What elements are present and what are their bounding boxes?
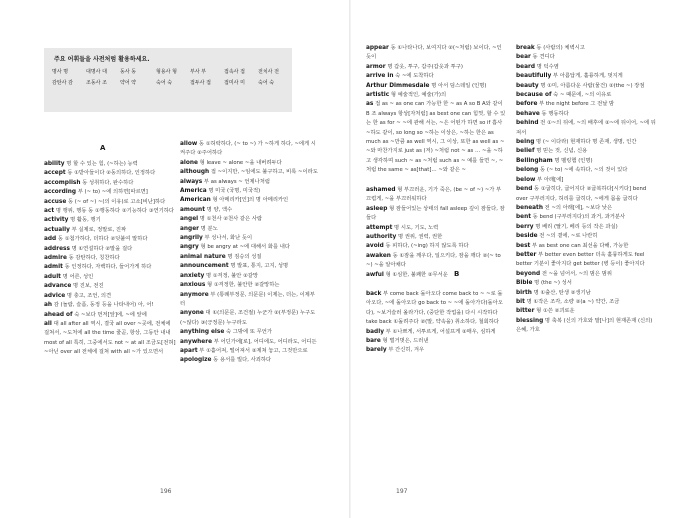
entry-definition: 부 어딘가에[로], 어디에도, 어디라도, 어디든 bbox=[213, 338, 317, 345]
dictionary-entry bbox=[180, 281, 320, 290]
dictionary-entry bbox=[180, 196, 320, 205]
entry-definition: 동 (~ of ~) ~(의 이유)로 고소[비난]하다 bbox=[67, 198, 166, 205]
dictionary-entry bbox=[44, 292, 176, 301]
entry-headword: all bbox=[44, 320, 52, 327]
entry-definition: 명 ①작은 조각, 소량 ②(a ~) 약간, 조금 bbox=[526, 298, 620, 305]
dictionary-entry bbox=[180, 309, 320, 328]
entry-headword: berry bbox=[516, 223, 534, 230]
entry-definition: 동 인정하다, 자백하다, 들어가게 하다 bbox=[64, 264, 152, 271]
legend-row-2 bbox=[52, 79, 292, 89]
entry-headword: American bbox=[180, 197, 211, 204]
dictionary-entry bbox=[366, 252, 506, 271]
dictionary-entry bbox=[366, 290, 506, 328]
entry-definition: 명 벨링햄 (인명) bbox=[554, 157, 593, 164]
dictionary-entry bbox=[516, 232, 656, 241]
entry-headword: ability bbox=[44, 161, 65, 167]
dictionary-entry bbox=[180, 262, 320, 271]
entry-headword: anything else bbox=[180, 329, 225, 336]
dictionary-entry bbox=[366, 44, 506, 63]
dictionary-entry bbox=[44, 207, 176, 216]
entry-definition: 명 충고, 조언, 의견 bbox=[66, 292, 112, 299]
dictionary-entry bbox=[44, 282, 176, 291]
dictionary-entry bbox=[516, 53, 656, 62]
entry-definition: 동 bend (구부러지다)의 과거, 과거분사 bbox=[532, 214, 626, 221]
entry-definition: 형 ①걱정한, 불안한 ②갈망하는 bbox=[207, 282, 280, 289]
dictionary-entry bbox=[44, 198, 176, 207]
dictionary-entry bbox=[516, 63, 656, 72]
legend-item: 명사 명 bbox=[52, 69, 69, 75]
dictionary-entry bbox=[366, 63, 506, 72]
entry-headword: badly bbox=[366, 328, 384, 335]
entry-definition: 부 ①흩어져, 떨어져서 ②제쳐 놓고, 그것만으로 bbox=[199, 347, 308, 354]
entry-headword: beauty bbox=[516, 82, 539, 89]
dictionary-entry bbox=[516, 289, 656, 298]
entry-headword: artistic bbox=[366, 92, 390, 99]
dictionary-entry bbox=[516, 213, 656, 222]
entry-headword: armor bbox=[366, 63, 386, 70]
entry-definition: 동 행동하다 bbox=[541, 110, 569, 117]
entry-headword: alone bbox=[180, 159, 198, 166]
entry-headword: Bible bbox=[516, 280, 533, 287]
entry-definition: 숙 ~에 도착하다 bbox=[395, 73, 434, 80]
dictionary-entry bbox=[516, 72, 656, 81]
entry-definition: 명 양, 액수 bbox=[206, 206, 233, 213]
entry-definition: 명 축복 (신의 가호와 말[나]의 현재존재 (신의) 은혜, 가호 bbox=[516, 317, 653, 334]
entry-headword: best bbox=[516, 242, 531, 249]
dictionary-entry bbox=[180, 347, 320, 356]
entry-definition: 부 as best one can 최선을 다해, 가능한 bbox=[532, 242, 629, 249]
entry-headword: adult bbox=[44, 273, 61, 280]
right-column-1c bbox=[366, 290, 506, 356]
entry-headword: before bbox=[516, 101, 538, 108]
entry-headword: add bbox=[44, 236, 57, 243]
entry-headword: barely bbox=[366, 347, 387, 354]
dictionary-entry bbox=[366, 205, 506, 224]
dictionary-entry bbox=[180, 291, 320, 310]
dictionary-entry bbox=[516, 298, 656, 307]
entry-headword: birth bbox=[516, 289, 532, 296]
entry-headword: belong bbox=[516, 167, 539, 174]
legend-item: 접속사 접 bbox=[224, 69, 245, 75]
entry-headword: break bbox=[516, 45, 535, 51]
entry-headword: angel bbox=[180, 216, 199, 223]
entry-definition: 부 아름답게, 훌륭하게, 멋지게 bbox=[552, 73, 623, 80]
dictionary-entry bbox=[516, 82, 656, 91]
entry-headword: animal nature bbox=[180, 253, 226, 260]
entry-definition: 부 (~ to) ~에 의하면[따르면] bbox=[77, 189, 148, 196]
entry-headword: ahead of bbox=[44, 311, 73, 318]
entry-headword: better bbox=[516, 251, 537, 258]
entry-definition: 부 성나서, 화난 듯이 bbox=[204, 235, 253, 242]
legend-item: 접두사 접 bbox=[190, 80, 211, 86]
legend-item: 감탄사 감 bbox=[52, 80, 73, 86]
entry-headword: belief bbox=[516, 148, 535, 155]
entry-definition: 숙 그밖에 또 무언가 bbox=[226, 329, 272, 336]
entry-headword: behind bbox=[516, 120, 539, 127]
dictionary-entry bbox=[44, 311, 176, 320]
entry-headword: attempt bbox=[366, 224, 393, 231]
entry-headword: arrive in bbox=[366, 73, 394, 80]
entry-headword: admire bbox=[44, 255, 67, 262]
dictionary-entry bbox=[180, 225, 320, 234]
entry-headword: accuse bbox=[44, 198, 67, 205]
entry-definition: 명 할 수 있는 힘, (~하는) 능력 bbox=[66, 161, 138, 167]
entry-definition: 명 믿는 것, 신념, 신용 bbox=[536, 148, 588, 155]
dictionary-entry bbox=[180, 253, 320, 262]
page-number-left: 196 bbox=[160, 488, 172, 495]
entry-headword: angry bbox=[180, 244, 199, 251]
entry-definition: 형 부끄러운, 기가 죽은, (be ~ of ~) ~가 부끄럽게, ~을 부끄러워하다 bbox=[366, 187, 502, 203]
entry-definition: 명 활동, 행기 bbox=[70, 217, 101, 224]
entry-headword: accomplish bbox=[44, 179, 81, 186]
entry-definition: 전 ~을 넘어서, ~의 범은 범위 bbox=[541, 270, 612, 277]
dictionary-entry bbox=[44, 301, 176, 310]
entry-definition: 부 as always ~ 언제나처럼 bbox=[203, 178, 270, 185]
entry-headword: advice bbox=[44, 292, 66, 299]
entry-definition: 명 행위, 행동 동 ①행동하다 ②기능하다 ③연기하다 bbox=[55, 208, 174, 215]
dictionary-entry bbox=[180, 206, 320, 215]
entry-headword: anymore bbox=[180, 291, 209, 298]
entry-definition: 동 ①허락하다, (~ to ~) 가 ~하게 하다, ~에게 시켜주다 ②주어하다 bbox=[180, 141, 316, 157]
entry-definition: 동 ①굽히다, 굽어지다 ②굽복하다[시키다] bend over 구부러지다, 허리를 굽히다, ~에게 몸을 굽히다 bbox=[516, 186, 647, 202]
entry-headword: ah bbox=[44, 302, 53, 309]
entry-headword: allow bbox=[180, 141, 198, 147]
entry-headword: anger bbox=[180, 225, 199, 232]
entry-headword: amount bbox=[180, 206, 205, 213]
entry-headword: bear bbox=[516, 54, 531, 61]
entry-definition: 명 (~ 이다라) 현재하다 명 존재, 생명, 인간 bbox=[536, 139, 637, 146]
left-column-2 bbox=[180, 140, 320, 366]
entry-definition: 명 짐승의 성질 bbox=[227, 253, 262, 260]
dictionary-entry bbox=[180, 178, 320, 187]
entry-headword: advance bbox=[44, 283, 72, 290]
legend-item: 접미사 미 bbox=[224, 80, 245, 86]
right-column-1b bbox=[366, 186, 506, 280]
entry-headword: asleep bbox=[366, 205, 388, 212]
dictionary-entry bbox=[44, 179, 176, 188]
page-number-right: 197 bbox=[396, 488, 408, 495]
entry-headword: below bbox=[516, 176, 536, 183]
entry-headword: although bbox=[180, 169, 210, 176]
entry-headword: beneath bbox=[516, 204, 543, 211]
entry-headword: activity bbox=[44, 217, 69, 224]
right-page bbox=[350, 0, 700, 518]
dictionary-entry bbox=[366, 91, 506, 100]
entry-definition: 대 all after all 역시, 결국 all over ~곳에, 전체에 걸쳐서, ~도처에 all the time 줄곧, 항상, 그동안 내내 most of all 특히, 그중에서도 not ~ at all 조금도[전혀] ~아닌 over all 전체에 걸쳐 with all ~가 있으면서 bbox=[44, 320, 176, 356]
entry-headword: authority bbox=[366, 234, 397, 241]
entry-definition: 명 갑옷, 투구, 갑주(갑옷과 투구) bbox=[387, 63, 463, 70]
dictionary-entry bbox=[44, 235, 176, 244]
left-column-1 bbox=[44, 160, 176, 358]
legend-title: 주요 어휘들을 사전처럼 활용하세요. bbox=[54, 56, 150, 63]
entry-headword: anxious bbox=[180, 282, 206, 289]
dictionary-entry bbox=[44, 169, 176, 178]
dictionary-entry bbox=[366, 82, 506, 91]
dictionary-entry bbox=[180, 234, 320, 243]
entry-headword: awaken bbox=[366, 252, 391, 259]
entry-definition: 동 (~ to) ~에 속하다, ~의 것이 있다 bbox=[540, 167, 628, 174]
dictionary-entry bbox=[516, 138, 656, 147]
entry-headword: angrily bbox=[180, 235, 203, 242]
dictionary-entry bbox=[44, 320, 176, 358]
entry-definition: 부 ①나쁘게, 서투르게, 어설프게 ②매우, 심하게 bbox=[385, 328, 496, 335]
entry-headword: America bbox=[180, 188, 207, 195]
entry-definition: 형 ①심한, 불쾌한 ②무서운 bbox=[385, 271, 448, 278]
dictionary-entry bbox=[516, 223, 656, 232]
entry-headword: announcement bbox=[180, 263, 229, 270]
entry-headword: ashamed bbox=[366, 187, 396, 193]
dictionary-entry bbox=[366, 346, 506, 355]
entry-definition: 명 ①출산, 탄생 ②생기남 bbox=[533, 289, 591, 296]
dictionary-entry bbox=[516, 100, 656, 109]
entry-definition: 형 예술적인, 예술(가)의 bbox=[390, 92, 447, 99]
dictionary-entry bbox=[516, 91, 656, 100]
dictionary-entry bbox=[44, 273, 176, 282]
entry-definition: 명 권위, 권력, 권한 bbox=[398, 234, 443, 241]
entry-headword: accept bbox=[44, 170, 66, 177]
dictionary-entry bbox=[366, 186, 506, 205]
entry-definition: 형 잠들어있는 상태의 fall asleep 깊이 잠들다, 잠들다 bbox=[366, 205, 505, 222]
entry-headword: act bbox=[44, 208, 55, 215]
entry-definition: 접 as ~ as one can 가능한 한 ~ as A so B A와 같이 B 조 always 항상[자처럼] as best one can 힘껏, 할 수 있는 한 as for ~ ~에 관해 서는, ~은 어떤가 하면 so if 흡사 ~하도 같이, so long so ~하는 이상은, ~하는 한은 as much as ~만큼 as well 역시, 그 이상, 또한 as well as ~ ~와 마찬가지로 just as (저) ~처럼 not ~ as … ~을 ~하고 생각하며 such ~ as ~처럼 such as ~ 예를 들면 ~, ~처럼 the same ~ as[that]… ~와 같은 ~ bbox=[366, 101, 506, 174]
entry-definition: 부 come back 돌아오다 come back to ~ ~로 돌아오다, ~에 돌아오다 go back to ~ ~에 돌아가다(돌아오다), ~보거슬러 올라가다, (중단한 작업을) 다시 시작하다 take back ①돌려주다 ②(말, 약속을) 취소하다, 철회하다 bbox=[366, 291, 503, 326]
entry-definition: 동 용서를 빌다, 사죄하다 bbox=[213, 357, 272, 364]
dictionary-entry bbox=[366, 72, 506, 81]
dictionary-entry bbox=[180, 140, 320, 159]
entry-headword: address bbox=[44, 245, 70, 252]
dictionary-entry bbox=[44, 160, 176, 169]
entry-definition: 명 턱수염 bbox=[536, 63, 559, 70]
entry-definition: 부 the night before 그 전날 밤 bbox=[539, 101, 615, 108]
entry-headword: bare bbox=[366, 338, 381, 345]
legend-item: 대명사 대 bbox=[86, 69, 107, 75]
right-column-1 bbox=[366, 44, 506, 176]
entry-definition: 전 ~의 아래[에], ~보다 낮은 bbox=[544, 204, 613, 211]
legend-item: 전치사 전 bbox=[258, 69, 279, 75]
dictionary-entry bbox=[516, 270, 656, 279]
dictionary-entry bbox=[44, 245, 176, 254]
entry-headword: being bbox=[516, 139, 535, 146]
legend-item: 동사 동 bbox=[120, 69, 137, 75]
section-letter-a: A bbox=[100, 144, 106, 152]
entry-headword: actually bbox=[44, 226, 70, 233]
dictionary-entry bbox=[516, 119, 656, 138]
entry-definition: 동 견디다 bbox=[532, 54, 555, 61]
entry-headword: behave bbox=[516, 110, 540, 117]
legend-item: 형용사 형 bbox=[156, 69, 177, 75]
dictionary-entry bbox=[516, 279, 656, 288]
entry-definition: 명 ①미, 아름다운 사람(물건) ②(the ~) 장점 bbox=[540, 82, 645, 89]
entry-headword: bitter bbox=[516, 308, 535, 315]
entry-definition: 부 간신히, 겨우 bbox=[388, 347, 425, 354]
legend-item: 부사 부 bbox=[190, 69, 207, 75]
legend-item: 숙어 숙 bbox=[156, 80, 173, 86]
dictionary-entry bbox=[366, 242, 506, 251]
right-column-2 bbox=[516, 44, 656, 336]
entry-headword: bent bbox=[516, 214, 531, 221]
entry-definition: 명 (the ~) 성서 bbox=[534, 280, 572, 287]
dictionary-entry bbox=[180, 168, 320, 177]
dictionary-entry bbox=[180, 243, 320, 252]
entry-definition: 형 be angry at ~에 대해서 화를 내다 bbox=[200, 244, 291, 251]
entry-definition: 부 실제로, 정말로, 진짜 bbox=[71, 226, 127, 233]
entry-definition: 명 미국 (국명, 미국적) bbox=[208, 188, 261, 195]
entry-definition: 형 아메리카[인]의 명 아메리카인 bbox=[212, 197, 289, 204]
entry-definition: 감 (놀람, 슬픔, 동정 등을 나타내어) 아, 어! bbox=[53, 302, 154, 309]
entry-definition: 형 leave ~ alone ~을 내버려두다 bbox=[199, 159, 282, 166]
section-letter-b: B bbox=[454, 270, 460, 278]
dictionary-entry bbox=[180, 338, 320, 347]
entry-definition: 숙 ~ 때문에, ~의 이유로 bbox=[553, 92, 612, 99]
dictionary-entry bbox=[516, 185, 656, 204]
legend-row-1 bbox=[52, 68, 292, 78]
dictionary-entry bbox=[516, 110, 656, 119]
dictionary-entry bbox=[44, 263, 176, 272]
dictionary-entry bbox=[366, 100, 506, 175]
dictionary-entry bbox=[366, 337, 506, 346]
dictionary-entry bbox=[366, 224, 506, 233]
entry-definition: 접 ~이지만, ~임에도 불구하고, 비록 ~이라도 bbox=[210, 169, 318, 176]
entry-definition: 명 베리 (딸기, 베리 등의 작은 과실) bbox=[535, 223, 618, 230]
entry-definition: 명 진보, 전진 bbox=[72, 283, 104, 290]
entry-headword: anyone bbox=[180, 310, 204, 317]
entry-headword: admit bbox=[44, 264, 63, 271]
entry-definition: 명 발표, 통지, 고지, 성명 bbox=[230, 263, 289, 270]
entry-definition: 명 시도, 기도, 노력 bbox=[394, 224, 439, 231]
entry-definition: 전 ①~의 뒤에, ~의 배후에 ②~에 뒤이어, ~에 뒤져서 bbox=[516, 120, 656, 136]
entry-headword: avoid bbox=[366, 243, 384, 250]
dictionary-entry bbox=[44, 188, 176, 197]
entry-headword: apart bbox=[180, 347, 198, 354]
entry-definition: 동 성취하다, 완수하다 bbox=[82, 179, 134, 186]
entry-definition: 동 ①잠을 깨우다, 일으키다, 잠을 깨다 ②(~ to ~) ~을 알아채다 bbox=[366, 252, 501, 269]
dictionary-entry bbox=[516, 204, 656, 213]
dictionary-entry bbox=[516, 251, 656, 270]
entry-definition: 동 ①첨가하다, 더하다 ②덧붙여 말하다 bbox=[57, 236, 148, 243]
entry-definition: 명 ①연설하다 ②말을 걸다 bbox=[71, 245, 133, 252]
entry-headword: anywhere bbox=[180, 338, 213, 345]
entry-headword: bit bbox=[516, 298, 525, 305]
dictionary-entry bbox=[516, 176, 656, 185]
entry-definition: 동 ①받아들이다 ②동의하다, 인정하다 bbox=[67, 170, 156, 177]
entry-headword: blessing bbox=[516, 317, 544, 324]
entry-definition: 명 어른, 성인 bbox=[62, 273, 94, 280]
entry-headword: always bbox=[180, 178, 203, 185]
entry-definition: 부 better even better 더욱 훌륭하게도 feel better 기분이 좋아지다 get better (병 등이) 좋아지다 bbox=[516, 251, 645, 268]
entry-definition: 형 벌거벗은, 드러낸 bbox=[382, 338, 429, 345]
dictionary-entry bbox=[180, 272, 320, 281]
entry-headword: beside bbox=[516, 233, 538, 240]
entry-headword: beyond bbox=[516, 270, 541, 277]
dictionary-entry bbox=[44, 226, 176, 235]
entry-headword: back bbox=[366, 291, 382, 297]
entry-definition: 숙 ~보다 먼저[앞]에, ~에 앞에 bbox=[74, 311, 147, 318]
legend-item: 약어 약 bbox=[120, 80, 137, 86]
entry-definition: 명 ①천사 ②천사 같은 사람 bbox=[199, 216, 263, 223]
entry-headword: beautifully bbox=[516, 73, 552, 80]
entry-headword: appear bbox=[366, 45, 389, 51]
dictionary-entry bbox=[366, 328, 506, 337]
dictionary-entry bbox=[516, 242, 656, 251]
dictionary-entry bbox=[180, 328, 320, 337]
entry-definition: 대 ①(의문문, 조건절) 누군가 ②(부정문) 누구도 (~않다) ③(긍정문) 누구라도 bbox=[180, 310, 316, 326]
dictionary-entry bbox=[366, 271, 506, 280]
entry-headword: apologize bbox=[180, 357, 212, 364]
dictionary-entry bbox=[180, 159, 320, 168]
entry-headword: because of bbox=[516, 92, 552, 99]
entry-headword: bend bbox=[516, 186, 533, 193]
entry-definition: 명 ①걱정, 불안 ②갈망 bbox=[205, 272, 258, 279]
dictionary-entry bbox=[516, 157, 656, 166]
dictionary-entry bbox=[180, 187, 320, 196]
dictionary-entry bbox=[516, 307, 656, 316]
entry-definition: 동 ①나타나다, 보여지다 ②(~처럼) 보이다, ~인 듯이 bbox=[366, 45, 502, 61]
entry-definition: 부 아래[에] bbox=[537, 176, 564, 183]
entry-headword: according bbox=[44, 189, 77, 196]
dictionary-entry bbox=[44, 254, 176, 263]
dictionary-entry bbox=[516, 147, 656, 156]
dictionary-entry bbox=[516, 166, 656, 175]
entry-definition: 명 분노 bbox=[200, 225, 218, 232]
entry-definition: 동 감탄하다, 칭찬하다 bbox=[68, 255, 120, 262]
legend-item: 숙어 숙 bbox=[258, 80, 275, 86]
entry-headword: beard bbox=[516, 63, 536, 70]
dictionary-entry bbox=[180, 215, 320, 224]
entry-definition: 부 (통례부정문, 의문문) 이제는, 더는, 이제부터 bbox=[180, 291, 315, 307]
dictionary-entry bbox=[516, 317, 656, 336]
entry-headword: awful bbox=[366, 271, 384, 278]
entry-headword: Arthur Dimmesdale bbox=[366, 82, 430, 89]
entry-definition: 명 아서 딤스데일 (인명) bbox=[431, 82, 487, 89]
entry-definition: 형 ①쓴 ②괴로운 bbox=[536, 308, 575, 315]
entry-definition: 전 ~의 곁에, ~로 나란히 bbox=[539, 233, 598, 240]
entry-definition: 동 (사람의) 체벽시고 bbox=[536, 45, 585, 51]
dictionary-entry bbox=[180, 356, 320, 365]
entry-headword: as bbox=[366, 101, 374, 108]
dictionary-entry bbox=[516, 44, 656, 53]
entry-headword: anxiety bbox=[180, 272, 205, 279]
dictionary-entry bbox=[44, 216, 176, 225]
entry-headword: Bellingham bbox=[516, 157, 553, 164]
legend-item: 조동사 조 bbox=[86, 80, 107, 86]
entry-definition: 동 피하다, (~ing) 하지 않도록 하다 bbox=[385, 243, 469, 250]
dictionary-entry bbox=[366, 233, 506, 242]
